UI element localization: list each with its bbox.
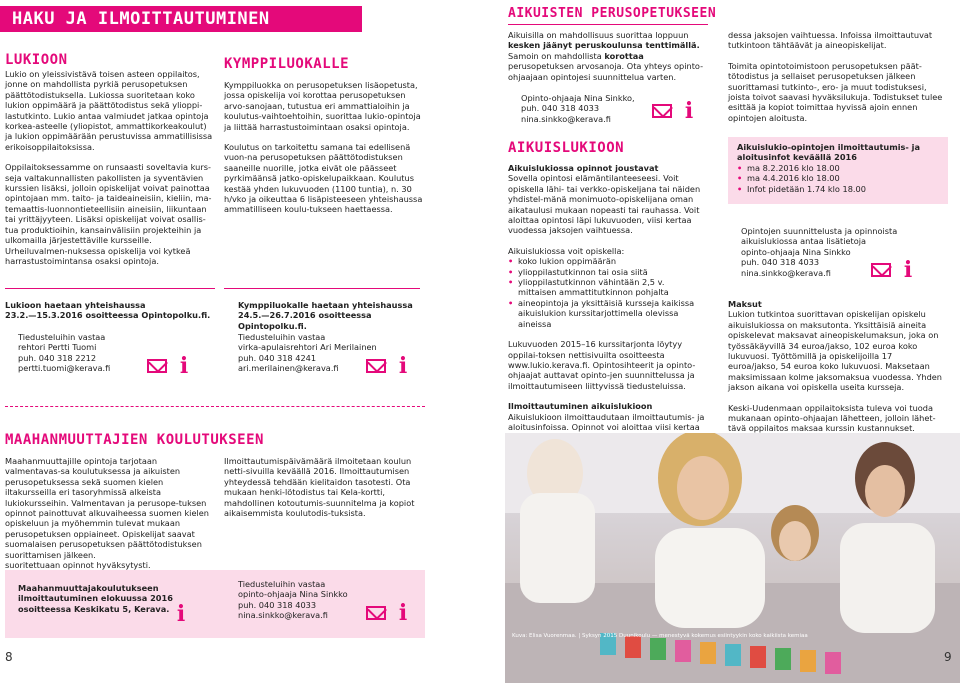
aikuislukio-p2: Lukuvuoden 2015–16 kurssitarjonta löytyy oppilai-toksen nettisivuilta osoitteesta www.lukio.kerava.fi. Opintosihteerit ja opinto-ohjaajat auttavat opinto-jen suunnittelussa ja ilmoittautumiseen liittyvissä tiedusteluissa.	[508, 339, 696, 391]
lukioon-haku-dates: 23.2.—15.3.2016 osoitteessa Opintopolku.fi.	[5, 310, 211, 321]
aikuisten-p1c: Samoin on mahdollista	[508, 50, 605, 61]
contact-line: puh. 040 318 4033	[238, 599, 317, 610]
list-item: • ylioppilastutkinnon vähintään 2,5 v.	[508, 277, 710, 287]
aikuisten-p1b: kesken jäänyt peruskoulunsa tenttimällä.	[508, 40, 700, 51]
section-heading-kymppi: KYMPPILUOKALLE	[224, 56, 350, 72]
contact-email[interactable]: nina.sinkko@kerava.fi	[741, 267, 831, 278]
contact-line: puh. 040 318 4033	[521, 103, 600, 114]
contact-line: opinto-ohjaaja Nina Sinkko	[741, 246, 851, 257]
maksut-text: Lukion tutkintoa suorittavan opiskelijan opiskelu aikuislukiossa on maksutonta. Yksittäisiä aineita opiskelevat maksavat aineopiskelumaksun, joka on työssäkäyvillä 34 euroa/jakso, 102 euroa koko lukuvuosi. Työttömillä ja opiskelijoilla 17 euroa/jakso, 54 euroa koko lukuvuosi. Maksetaan maksimissaan kolme jaksomaksua vuodessa. Yhden jakson aikana voi opiskella useita kursseja.	[728, 309, 942, 393]
aikuislukio-list-intro: Aikuislukiossa voit opiskella:	[508, 245, 625, 256]
page-title: HAKU JA ILMOITTAUTUMINEN OPINTOIHIN	[0, 6, 362, 32]
divider	[508, 24, 708, 25]
info-box-title: Aikuislukio-opintojen ilmoittautumis- ja aloitusinfot keväällä 2016	[737, 142, 920, 163]
list-item: • Infot pidetään 1.74 klo 18.00	[737, 184, 942, 194]
contact-line: puh. 040 318 2212	[18, 352, 97, 363]
info-icon[interactable]: i	[179, 353, 189, 379]
maksut-section	[728, 299, 943, 444]
contact-line: Opinto-ohjaaja Nina Sinkko,	[521, 93, 635, 103]
right-p3: Keski-Uudenmaan oppilaitoksista tuleva voi tuoda mukanaan opinto-ohjaajan lähetteen, jolloin lähet-tävä oppilaitos maksaa kurssin kustannukset.	[728, 402, 936, 434]
maksut-title: Maksut	[728, 299, 762, 309]
list-item-cont: aikuislukion kurssitarjottimella olevissa aineissa	[518, 308, 679, 329]
list-item: • ma 4.4.2016 klo 18.00	[737, 173, 942, 183]
contact-line: Opintojen suunnittelusta ja opinnoista	[741, 226, 898, 236]
envelope-icon[interactable]	[365, 356, 387, 376]
kymppi-p1: Kymppiluokka on perusopetuksen lisäopetusta, jossa opiskelija voi korottaa perusopetuksen arvo-sanojaan, tutustua eri ammattialoihin ja koulutus-vaihtoehtoihin, suorittaa lukio-opintoja ja liittää harrastustoimintaan osaksi opintoja.	[224, 80, 421, 132]
contact-email[interactable]: nina.sinkko@kerava.fi	[521, 113, 611, 124]
aikuislukio-sub: Aikuislukiossa opinnot joustavat	[508, 163, 659, 173]
envelope-icon[interactable]	[651, 101, 673, 121]
box-line: Maahanmuuttajakoulutukseen	[18, 583, 159, 593]
list-item: • ylioppilastutkinnon tai osia siitä	[508, 267, 710, 277]
list-item: • koko lukion oppimäärän	[508, 256, 710, 266]
photo-caption: Kuva: Elisa Vuorenmaa. | Syksyn 2015 Duunikoulu — menestyvä kokemus esiintyykin koko kaikiista kemiaa	[512, 633, 808, 639]
dashed-divider	[5, 406, 425, 407]
section-heading-maahanmuuttajien: MAAHANMUUTTAJIEN KOULUTUKSEEN	[5, 432, 264, 448]
lukioon-haku	[5, 300, 215, 321]
contact-line: virka-apulaisrehtori Ari Merilainen	[238, 342, 377, 353]
info-icon[interactable]: i	[684, 98, 694, 124]
aikuislukio-text	[508, 163, 710, 443]
lukioon-haku-title: Lukioon haetaan yhteishaussa	[5, 300, 146, 310]
page-number-right: 9	[944, 650, 952, 664]
list-item-cont: mittaisen ammattitutkinnon pohjalta	[518, 287, 669, 298]
maahan-p1: Maahanmuuttajille opintoja tarjotaan valmentavas-sa koulutuksessa ja aikuisten perusopetuksessa sekä suomen kielen iltakursseilla eri tasoryhmissä alkeista lukiokursseihin. Valmentavan ja perusope-tuksen opinnot painottuvat alkuvaiheessa suomen kielen opiskeluun ja myöhemmin tulevat mukaan perusopetuksen oppiaineet. Opiskelijat saavat suomalaisen perusopetuksen päättötodistuksen suorittamisen jälkeen.	[5, 456, 209, 560]
contact-line: Tiedusteluihin vastaa	[238, 579, 326, 589]
divider	[5, 288, 215, 289]
aikuislukio-ilmo-title: Ilmoittautuminen aikuislukioon	[508, 401, 653, 412]
envelope-icon[interactable]	[365, 603, 387, 623]
box-line: osoitteessa Keskikatu 5, Kerava.	[18, 603, 170, 614]
right-text	[728, 30, 943, 133]
envelope-icon[interactable]	[146, 356, 168, 376]
right-p2: Toimita opintotoimistoon perusopetuksen päät-tötodistus ja sellaiset perusopetuksen jälkeen suorittamasi tutkinto-, ero- ja muut todistuksesi, joista toivot saavasi hyväksilukuja. Todistukset tulee esittää ja kopiot toimittaa hyvissä ajoin ennen opintojen aloitusta.	[728, 60, 943, 123]
info-box-text	[737, 142, 942, 194]
lukioon-text	[5, 69, 215, 276]
aikuisten-text	[508, 30, 710, 82]
maahan-text-2: Ilmoittautumispäivämäärä ilmoitetaan koulun netti-sivuilla keväällä 2016. Ilmoittautumisen yhteydessä tehdään kielitaidon tasotesti. Ota mukaan henki-lötodistus tai Kela-kortti, mahdollinen kotoutumis-suunnitelma ja kopiot aikaisemmista koulutodis-tuksista.	[224, 456, 415, 519]
page-number-left: 8	[5, 650, 13, 664]
photo-illustration	[505, 433, 960, 683]
contact-email[interactable]: nina.sinkko@kerava.fi	[238, 610, 328, 621]
maahan-p1-last: suoritettuaan opinnot hyväksytysti.	[5, 560, 151, 571]
kymppi-haku	[238, 300, 438, 331]
list-item: • ma 8.2.2016 klo 18.00	[737, 163, 942, 173]
divider	[224, 288, 420, 289]
info-icon[interactable]: i	[903, 257, 913, 283]
kymppi-text	[224, 80, 424, 225]
contact-line: Tiedusteluihin vastaa	[238, 332, 326, 342]
maahan-text-1	[5, 456, 210, 570]
kymppi-p2: Koulutus on tarkoitettu samana tai edellisenä vuon-na perusopetuksen päättötodistuksen saaneille nuorille, jotka eivät ole päässeet pyrkimäänsä jatko-opiskelupaikkaan. Koulutus kestää yhden lukuvuoden (1100 tuntia), n. 30 h/vko ja oikeuttaa 6 lisäpisteeseen yhteishaussa ammatilliseen koulu-tukseen haettaessa.	[224, 142, 423, 215]
lukioon-p1: Lukio on yleissivistävä toisen asteen oppilaitos, jonne on mahdollista pyrkiä perusopetuksen päättötodistuksella. Lukiossa suoritetaan koko lukion oppimäärä ja päättötodistus sekä ylioppi-lastutkinto. Lukio antaa valmiudet jatkaa opintoja korkea-asteelle (yliopistot, ammattikorkeakoulut) ja lukion oppimäärään perustuvissa ammatillisissa erikoisoppilaitoksissa.	[5, 69, 213, 152]
contact-line: puh. 040 318 4241	[238, 352, 317, 363]
envelope-icon[interactable]	[870, 260, 892, 280]
list-item: • aineopintoja ja yksittäisiä kursseja kaikissa	[508, 298, 710, 308]
aikuisten-p1d: korottaa	[604, 50, 644, 61]
section-heading-aikuisten: AIKUISTEN PERUSOPETUKSEEN	[508, 6, 717, 21]
contact-line: Tiedusteluihin vastaa	[18, 332, 106, 342]
contact-email[interactable]: pertti.tuomi@kerava.fi	[18, 363, 111, 374]
aikuisten-p1a: Aikuisilla on mahdollisuus suorittaa loppuun	[508, 30, 689, 40]
students-photo	[505, 433, 960, 683]
kymppi-haku-dates: 24.5.—26.7.2016 osoitteessa Opintopolku.fi.	[238, 310, 372, 331]
info-icon[interactable]: i	[176, 601, 186, 627]
info-icon[interactable]: i	[398, 353, 408, 379]
kymppi-haku-title: Kymppiluokalle haetaan yhteishaussa	[238, 300, 413, 310]
aikuislukio-ilmo-text: Aikuislukioon ilmoittaudutaan ilmoittautumis- ja aloitusinfoissa. Opinnot voi aloittaa viisi kertaa	[508, 411, 705, 432]
contact-line: opinto-ohjaaja Nina Sinkko	[238, 589, 348, 600]
box-line: ilmoittautuminen elokuussa 2016	[18, 593, 173, 604]
section-heading-aikuislukioon: AIKUISLUKIOON	[508, 140, 625, 156]
right-p1: dessa jaksojen vaihtuessa. Infoissa ilmoittautuvat tutkintoon tähtäävät ja aineopiskelijat.	[728, 30, 933, 51]
aikuislukio-p1: Sovella opintosi elämäntilanteeseesi. Voit opiskella lähi- tai verkko-opiskeljana tai näiden yhdistel-mänä monimuoto-opiskelijana oman aikataulusi mukaan nopeasti tai rauhassa. Voit aloittaa opintosi läpi lukuvuoden, viisi kertaa vuodessa jaksojen vaihtuessa.	[508, 173, 701, 236]
info-icon[interactable]: i	[398, 600, 408, 626]
lukioon-p2: Oppilaitoksessamme on runsaasti soveltavia kurs-seja valtakunnallisten pakollisten ja syventävien kurssien lisäksi, jolloin opiskelijat voivat painottaa opintojaan mm. taito- ja taideaineisiin, kieliin, ma-temaattis-luonnontieteellisiin aineisiin, liikuntaan tai yrittäjyyteen. Lisäksi opiskelijat voivat osallis-tua produktioihin, kansainvälisiin projekteihin ja ulkomailla järjestettäville kursseille. Urheiluvalmen-nuksessa opiskelija voi kytkeä harrastustoimintansa osaksi opintoja.	[5, 162, 212, 266]
contact-line: puh. 040 318 4033	[741, 257, 820, 268]
contact-line: rehtori Pertti Tuomi	[18, 342, 97, 353]
aikuisten-contact	[521, 93, 661, 124]
aikuisten-p1e: perusopetuksen arvosanoja. Ota yhteys opinto-ohjaajaan opintojesi suunnittelua varten.	[508, 61, 704, 82]
contact-line: aikuislukiossa antaa lisätietoja	[741, 236, 867, 247]
section-heading-lukioon: LUKIOON	[5, 52, 68, 68]
contact-email[interactable]: ari.merilainen@kerava.fi	[238, 363, 339, 374]
right-contact	[741, 226, 921, 283]
